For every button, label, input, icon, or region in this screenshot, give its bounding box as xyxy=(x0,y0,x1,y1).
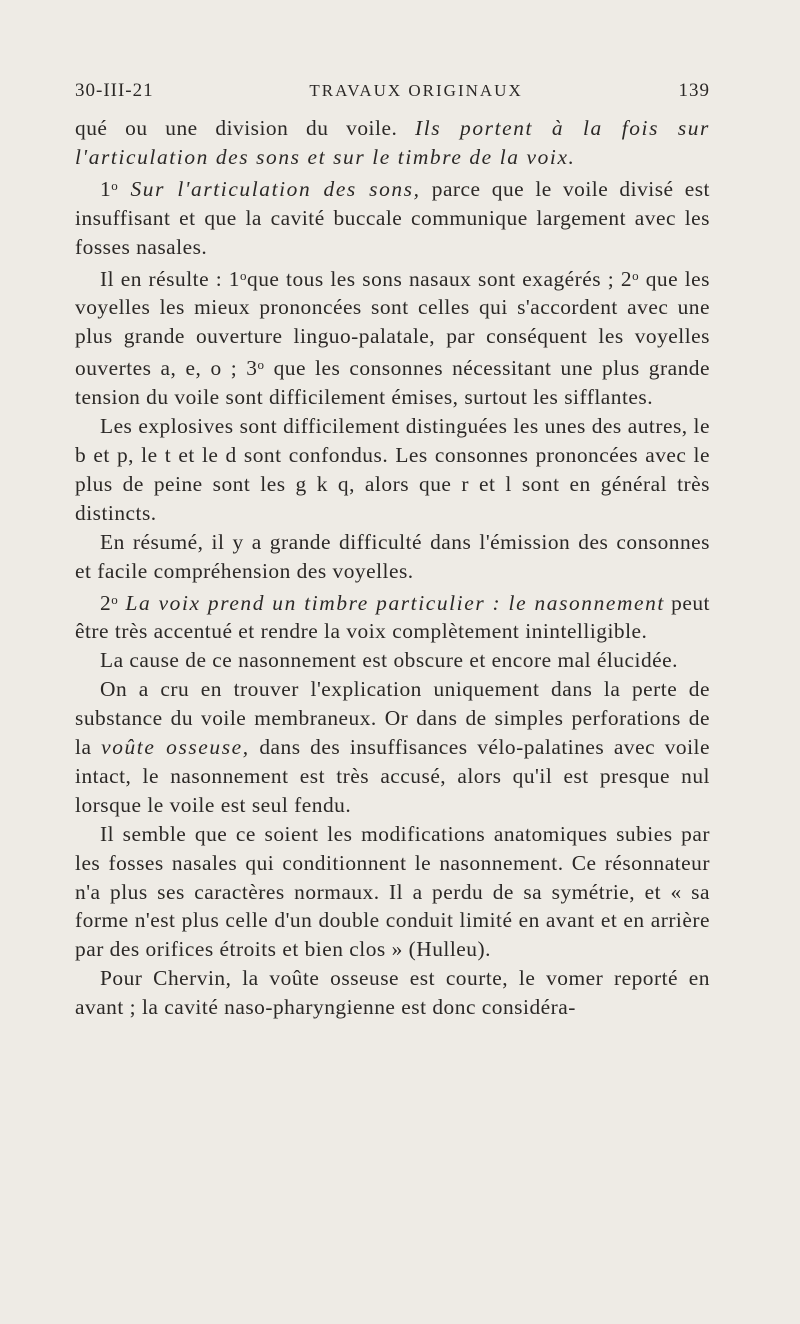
paragraph-1 xyxy=(75,114,710,172)
paragraph-3-text-a: Il en résulte : 1 xyxy=(100,266,241,291)
paragraph-1-italic: Ils portent à la fois sur l'articulation des sons et sur le timbre de la voix. xyxy=(75,116,710,169)
paragraph-9: Il semble que ce soient les modifications anatomiques subies par les fosses nasales qui conditionnent le nasonnement. Ce résonnateur n'a plus ses caractères normaux. Il a perdu de sa symétrie, et « sa forme n'est plus celle d'un double conduit limité en avant et en arrière par des orifices étroits et bien clos » (Hulleu). xyxy=(75,821,710,962)
paragraph-2-italic: Sur l'articulation des sons, xyxy=(118,176,421,201)
paragraph-6-number: 2 xyxy=(100,590,112,615)
body-text xyxy=(75,114,710,1022)
paragraph-3-sup-c: o xyxy=(257,357,265,373)
paragraph-3-sup-b: o xyxy=(632,267,640,283)
paragraph-1-text: qué ou une division du voile. xyxy=(75,116,416,140)
paragraph-8-text-a: On a cru en trouver l'explication uniquement dans la perte de substance du voile membraneux. Or dans de simples perforations de la xyxy=(75,677,710,760)
header-title: TRAVAUX ORIGINAUX xyxy=(309,81,523,100)
header-date: 30-III-21 xyxy=(75,80,154,101)
paragraph-6-italic: La voix prend un timbre particulier : le nasonnement xyxy=(118,590,665,615)
paragraph-3-text-c: que les voyelles les mieux prononcées sont celles qui s'accordent avec une plus grande ouverture linguo-palatale, par conséquent les voyelles ouvertes a, e, o ; 3 xyxy=(75,266,711,381)
paragraph-2-number-sup: o xyxy=(111,177,119,193)
paragraph-3-text-d: que les consonnes nécessitant une plus grande tension du voile sont difficilement émises, surtout les sifflantes. xyxy=(75,356,710,410)
paragraph-2 xyxy=(75,172,710,262)
paragraph-10: Pour Chervin, la voûte osseuse est courte, le vomer reporté en avant ; la cavité naso-pharyngienne est donc considéra- xyxy=(75,966,710,1020)
paragraph-3-sup-a: o xyxy=(240,267,248,283)
paragraph-5: En résumé, il y a grande difficulté dans l'émission des consonnes et facile compréhension des voyelles. xyxy=(75,529,710,583)
paragraph-8 xyxy=(75,675,710,820)
paragraph-7: La cause de ce nasonnement est obscure et encore mal élucidée. xyxy=(100,648,678,673)
paragraph-2-text: parce que le voile divisé est insuffisant et que la cavité buccale communique largement avec les fosses nasales. xyxy=(75,176,710,259)
paragraph-3-text-b: que tous les sons nasaux sont exagérés ; 2 xyxy=(247,266,633,291)
paragraph-6 xyxy=(75,586,710,647)
running-header xyxy=(75,80,710,102)
paragraph-3 xyxy=(75,262,710,413)
paragraph-2-number: 1 xyxy=(100,176,112,201)
paragraph-6-text: peut être très accentué et rendre la voix complètement inintelligible. xyxy=(75,590,710,644)
paragraph-8-italic: voûte osseuse, xyxy=(101,735,250,760)
paragraph-6-number-sup: o xyxy=(111,591,119,607)
paragraph-4: Les explosives sont difficilement distinguées les unes des autres, le b et p, le t et le d sont confondus. Les consonnes prononcées avec le plus de peine sont les g k q, alors que r et l sont en général très distincts. xyxy=(75,414,710,525)
paragraph-8-text-c: dans des insuffisances vélo-palatines avec voile intact, le nasonnement est très accusé, alors qu'il est presque nul lorsque le voile est seul fendu. xyxy=(75,735,710,817)
page-number: 139 xyxy=(678,80,710,101)
